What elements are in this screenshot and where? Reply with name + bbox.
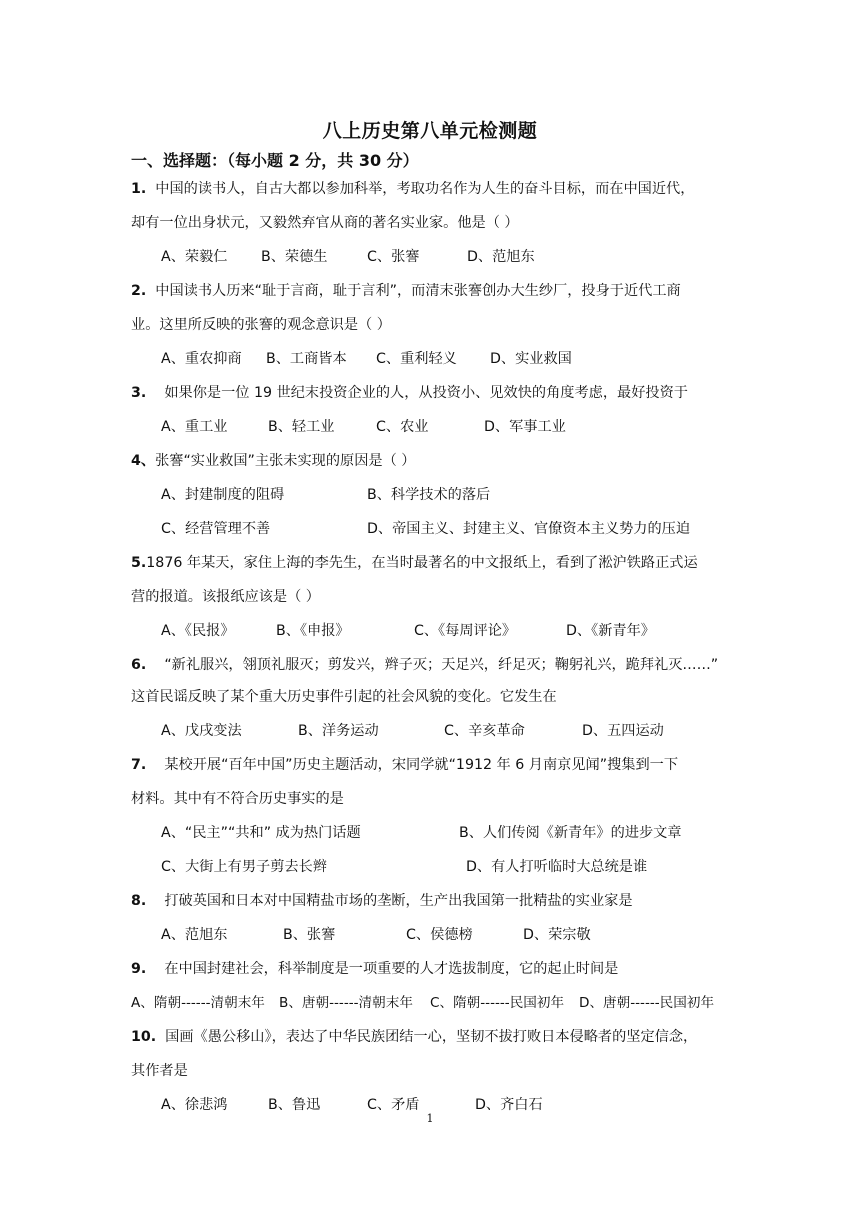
question-5-line-2: 营的报道。该报纸应该是（ ） — [131, 589, 320, 605]
question-6-option-b: B、洋务运动 — [298, 723, 379, 739]
question-1-line-2: 却有一位出身状元，又毅然弃官从商的著名实业家。他是（ ） — [131, 215, 519, 231]
question-8-option-d: D、荣宗敬 — [523, 927, 591, 943]
question-3-option-d: D、军事工业 — [484, 419, 566, 435]
section-heading: 一、选择题：（每小题 2 分，共 30 分） — [131, 151, 419, 170]
question-3-option-a: A、重工业 — [161, 419, 228, 435]
question-8-option-a: A、范旭东 — [161, 927, 228, 943]
question-6-option-c: C、辛亥革命 — [444, 723, 525, 739]
question-5-option-a: A、《民报》 — [161, 623, 235, 639]
question-2-option-c: C、重利轻义 — [376, 351, 457, 367]
question-4-line-1: 4、张謇“实业救国”主张未实现的原因是（ ） — [131, 453, 416, 469]
question-7-option-a: A、“民主”“共和” 成为热门话题 — [161, 825, 361, 841]
question-3-option-c: C、农业 — [376, 419, 429, 435]
question-10-option-c: C、矛盾 — [367, 1097, 420, 1113]
question-8-option-b: B、张謇 — [283, 927, 336, 943]
question-8-line-1: 8. 打破英国和日本对中国精盐市场的垄断，生产出我国第一批精盐的实业家是 — [131, 893, 633, 909]
question-1-option-c: C、张謇 — [367, 249, 420, 265]
question-4-option-b: B、科学技术的落后 — [367, 487, 491, 503]
question-2-line-1: 2. 中国读书人历来“耻于言商，耻于言利”，而清末张謇创办大生纱厂，投身于近代工商 — [131, 283, 681, 299]
question-8-option-c: C、侯德榜 — [406, 927, 473, 943]
question-10-line-1: 10. 国画《愚公移山》，表达了中华民族团结一心，坚韧不拔打败日本侵略者的坚定信念， — [131, 1029, 698, 1045]
question-6-line-2: 这首民谣反映了某个重大历史事件引起的社会风貌的变化。它发生在 — [131, 689, 557, 705]
question-5-option-b: B、《申报》 — [276, 623, 350, 639]
question-1-option-d: D、范旭东 — [467, 249, 535, 265]
page-number: 1 — [426, 1112, 434, 1125]
question-2-option-d: D、实业救国 — [490, 351, 572, 367]
question-3-line-1: 3. 如果你是一位 19 世纪末投资企业的人，从投资小、见效快的角度考虑，最好投资于 — [131, 385, 688, 401]
question-2-option-b: B、工商皆本 — [266, 351, 347, 367]
question-10-line-2: 其作者是 — [131, 1063, 188, 1079]
question-7-line-2: 材料。其中有不符合历史事实的是 — [131, 791, 344, 807]
question-9-line-1: 9. 在中国封建社会，科举制度是一项重要的人才选拔制度，它的起止时间是 — [131, 961, 619, 977]
question-1-option-b: B、荣德生 — [261, 249, 328, 265]
question-3-option-b: B、轻工业 — [268, 419, 335, 435]
question-6-option-a: A、戊戌变法 — [161, 723, 242, 739]
question-4-option-c: C、经营管理不善 — [161, 521, 271, 537]
question-7-option-d: D、有人打听临时大总统是谁 — [466, 859, 648, 875]
question-9-option-a: A、隋朝------清朝末年 — [131, 995, 265, 1011]
question-7-option-c: C、大街上有男子剪去长辫 — [161, 859, 327, 875]
question-10-option-d: D、齐白石 — [475, 1097, 543, 1113]
question-1-option-a: A、荣毅仁 — [161, 249, 228, 265]
question-9-option-c: C、隋朝------民国初年 — [430, 995, 565, 1011]
question-5-option-c: C、《每周评论》 — [414, 623, 517, 639]
question-1-line-1: 1. 中国的读书人，自古大都以参加科举，考取功名作为人生的奋斗目标，而在中国近代， — [131, 181, 695, 197]
question-9-option-d: D、唐朝------民国初年 — [579, 995, 715, 1011]
question-9-option-b: B、唐朝------清朝末年 — [279, 995, 413, 1011]
question-5-option-d: D、《新青年》 — [566, 623, 655, 639]
question-10-option-a: A、徐悲鸿 — [161, 1097, 228, 1113]
question-6-option-d: D、五四运动 — [582, 723, 664, 739]
question-2-line-2: 业。这里所反映的张謇的观念意识是（ ） — [131, 317, 391, 333]
question-6-line-1: 6. “新礼服兴，翎顶礼服灭；剪发兴，辫子灭；天足兴，纤足灭；鞠躬礼兴，跪拜礼灭……” — [131, 657, 719, 673]
question-5-line-1: 5.1876 年某天，家住上海的李先生，在当时最著名的中文报纸上，看到了淞沪铁路正式运 — [131, 555, 698, 571]
question-10-option-b: B、鲁迅 — [268, 1097, 321, 1113]
question-7-option-b: B、人们传阅《新青年》的进步文章 — [459, 825, 682, 841]
question-4-option-d: D、帝国主义、封建主义、官僚资本主义势力的压迫 — [367, 521, 691, 537]
document-title: 八上历史第八单元检测题 — [322, 120, 538, 142]
question-7-line-1: 7. 某校开展“百年中国”历史主题活动，宋同学就“1912 年 6 月南京见闻”搜集到一下 — [131, 757, 679, 773]
question-2-option-a: A、重农抑商 — [161, 351, 242, 367]
question-4-option-a: A、封建制度的阻碍 — [161, 487, 285, 503]
